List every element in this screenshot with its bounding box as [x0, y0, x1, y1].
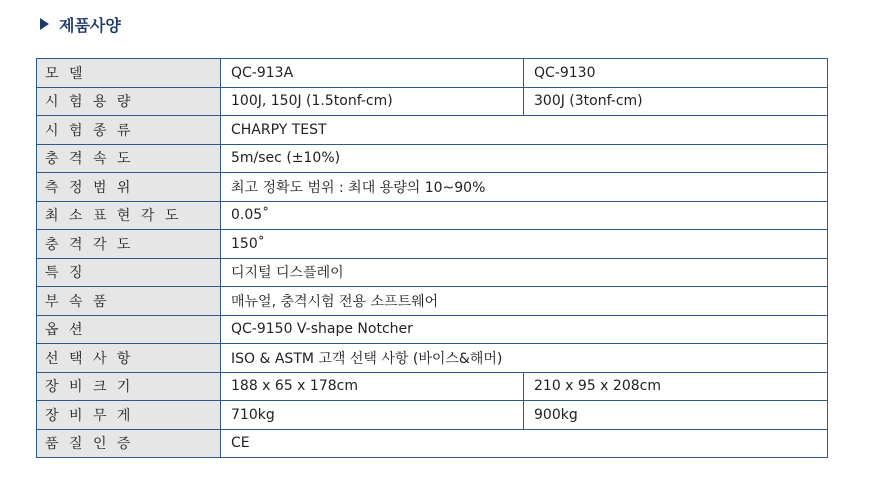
spec-row [37, 144, 828, 173]
spec-value: CE [221, 429, 828, 458]
spec-row [37, 315, 828, 344]
spec-label: 옵 션 [37, 315, 221, 344]
spec-row [37, 201, 828, 230]
section-heading-text: 제품사양 [59, 15, 121, 35]
spec-label: 충 격 각 도 [37, 230, 221, 259]
spec-value: QC-913A [221, 59, 524, 88]
spec-label: 품 질 인 증 [37, 429, 221, 458]
spec-label: 장 비 크 기 [37, 372, 221, 401]
spec-value: 5m/sec (±10%) [221, 144, 828, 173]
spec-value: 900kg [524, 401, 828, 430]
spec-value: ISO & ASTM 고객 선택 사항 (바이스&해머) [221, 344, 828, 373]
section-heading [40, 12, 121, 36]
triangle-bullet-icon [40, 18, 49, 30]
spec-value: 100J, 150J (1.5tonf-cm) [221, 87, 524, 116]
spec-row [37, 87, 828, 116]
spec-row [37, 401, 828, 430]
spec-row [37, 429, 828, 458]
spec-label: 시 험 종 류 [37, 116, 221, 145]
spec-label: 시 험 용 량 [37, 87, 221, 116]
spec-row [37, 372, 828, 401]
spec-value: 210 x 95 x 208cm [524, 372, 828, 401]
spec-label: 모 델 [37, 59, 221, 88]
spec-row [37, 287, 828, 316]
spec-value: 최고 정확도 범위 : 최대 용량의 10~90% [221, 173, 828, 202]
spec-label: 장 비 무 게 [37, 401, 221, 430]
spec-table [36, 58, 828, 458]
spec-value: QC-9150 V-shape Notcher [221, 315, 828, 344]
spec-table-body [37, 59, 828, 458]
spec-label: 선 택 사 항 [37, 344, 221, 373]
spec-row [37, 59, 828, 88]
spec-label: 특 징 [37, 258, 221, 287]
spec-row [37, 116, 828, 145]
spec-value: 디지털 디스플레이 [221, 258, 828, 287]
spec-row [37, 344, 828, 373]
spec-label: 최 소 표 현 각 도 [37, 201, 221, 230]
spec-value: 300J (3tonf-cm) [524, 87, 828, 116]
spec-value: CHARPY TEST [221, 116, 828, 145]
spec-value: QC-9130 [524, 59, 828, 88]
spec-value: 150˚ [221, 230, 828, 259]
spec-value: 710kg [221, 401, 524, 430]
spec-row [37, 258, 828, 287]
spec-label: 부 속 품 [37, 287, 221, 316]
spec-label: 충 격 속 도 [37, 144, 221, 173]
spec-value: 0.05˚ [221, 201, 828, 230]
spec-value: 매뉴얼, 충격시험 전용 소프트웨어 [221, 287, 828, 316]
spec-row [37, 230, 828, 259]
spec-label: 측 정 범 위 [37, 173, 221, 202]
spec-row [37, 173, 828, 202]
spec-value: 188 x 65 x 178cm [221, 372, 524, 401]
